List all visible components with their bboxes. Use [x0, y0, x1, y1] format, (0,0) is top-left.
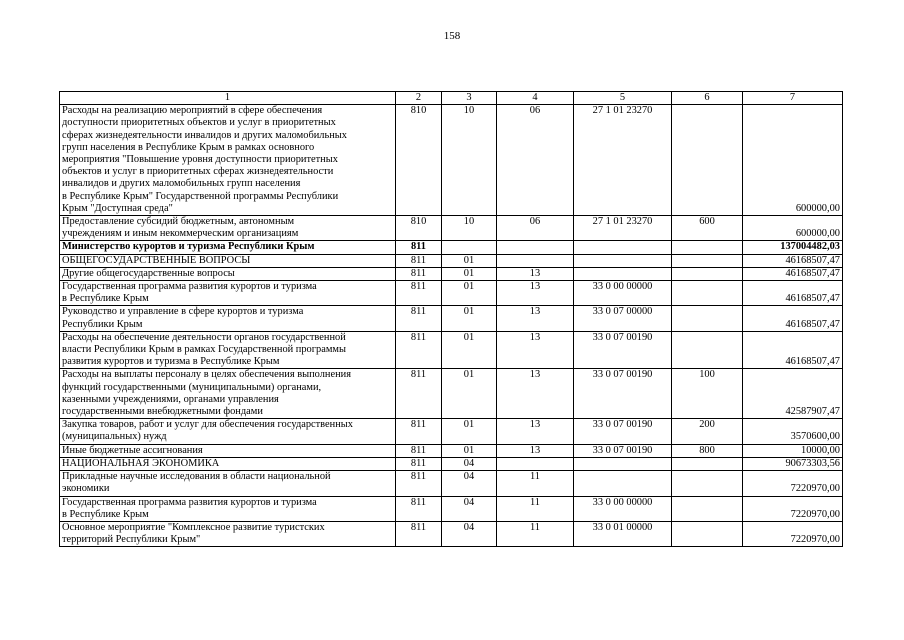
row-subsection-cell: 06 [497, 216, 574, 241]
row-section-cell: 04 [442, 471, 497, 496]
header-row [60, 92, 843, 105]
row-expense-type-cell: 800 [672, 444, 743, 457]
row-expense-type-cell: 600 [672, 216, 743, 241]
row-name-cell: Государственная программа развития курортов и туризма в Республике Крым [60, 496, 396, 521]
row-name-cell: Руководство и управление в сфере курортов и туризма Республики Крым [60, 306, 396, 331]
row-code-cell: 811 [396, 521, 442, 546]
row-expense-type-cell [672, 306, 743, 331]
table-row [60, 369, 843, 419]
row-code-cell: 811 [396, 471, 442, 496]
header-cell: 7 [743, 92, 843, 105]
row-subsection-cell: 13 [497, 444, 574, 457]
table-row [60, 496, 843, 521]
row-target-cell: 33 0 00 00000 [574, 281, 672, 306]
row-amount-cell: 7220970,00 [743, 471, 843, 496]
row-code-cell: 811 [396, 457, 442, 470]
row-name-cell: Прикладные научные исследования в области национальной экономики [60, 471, 396, 496]
row-expense-type-cell [672, 521, 743, 546]
row-expense-type-cell [672, 457, 743, 470]
row-target-cell: 33 0 01 00000 [574, 521, 672, 546]
table-row [60, 419, 843, 444]
row-amount-cell: 46168507,47 [743, 267, 843, 280]
row-expense-type-cell [672, 105, 743, 216]
row-target-cell: 33 0 07 00190 [574, 331, 672, 369]
row-expense-type-cell [672, 331, 743, 369]
row-section-cell: 04 [442, 521, 497, 546]
row-amount-cell: 600000,00 [743, 216, 843, 241]
row-code-cell: 811 [396, 281, 442, 306]
table-row [60, 216, 843, 241]
row-section-cell: 01 [442, 369, 497, 419]
row-expense-type-cell [672, 281, 743, 306]
row-section-cell: 01 [442, 331, 497, 369]
budget-table [59, 91, 843, 547]
row-name-cell: Государственная программа развития курортов и туризма в Республике Крым [60, 281, 396, 306]
row-target-cell [574, 471, 672, 496]
row-code-cell: 810 [396, 105, 442, 216]
table-row [60, 521, 843, 546]
row-section-cell: 04 [442, 457, 497, 470]
row-subsection-cell: 11 [497, 471, 574, 496]
row-target-cell [574, 241, 672, 254]
table-row [60, 105, 843, 216]
row-section-cell: 10 [442, 216, 497, 241]
row-name-cell: Расходы на реализацию мероприятий в сфере обеспечения доступности приоритетных объектов и услуг в приоритетных сферах жизнедеятельности инвалидов и других маломобильных групп населения в Республике Крым в рамках основного мероприятия "Повышение уровня доступности приоритетных объектов и услуг в приоритетных сферах жизнедеятельности инвалидов и других маломобильных групп населения в Республике Крым" Государственной программы Республики Крым "Доступная среда" [60, 105, 396, 216]
table-row [60, 331, 843, 369]
row-expense-type-cell [672, 241, 743, 254]
row-target-cell [574, 457, 672, 470]
row-amount-cell: 7220970,00 [743, 496, 843, 521]
header-cell: 3 [442, 92, 497, 105]
header-cell: 4 [497, 92, 574, 105]
row-target-cell: 33 0 07 00190 [574, 444, 672, 457]
row-name-cell: Закупка товаров, работ и услуг для обеспечения государственных (муниципальных) нужд [60, 419, 396, 444]
row-name-cell: Расходы на выплаты персоналу в целях обеспечения выполнения функций государственными (муниципальными) органами, казенными учреждениями, органами управления государственными внебюджетными фондами [60, 369, 396, 419]
row-name-cell: Предоставление субсидий бюджетным, автономным учреждениям и иным некоммерческим организациям [60, 216, 396, 241]
header-cell: 2 [396, 92, 442, 105]
row-section-cell: 01 [442, 254, 497, 267]
row-subsection-cell: 11 [497, 496, 574, 521]
row-subsection-cell [497, 457, 574, 470]
header-cell: 6 [672, 92, 743, 105]
row-target-cell: 33 0 07 00190 [574, 369, 672, 419]
row-expense-type-cell [672, 254, 743, 267]
row-amount-cell: 3570600,00 [743, 419, 843, 444]
row-name-cell: НАЦИОНАЛЬНАЯ ЭКОНОМИКА [60, 457, 396, 470]
row-section-cell: 01 [442, 419, 497, 444]
row-amount-cell: 137004482,03 [743, 241, 843, 254]
row-expense-type-cell [672, 267, 743, 280]
row-code-cell: 811 [396, 254, 442, 267]
row-subsection-cell: 13 [497, 281, 574, 306]
row-name-cell: ОБЩЕГОСУДАРСТВЕННЫЕ ВОПРОСЫ [60, 254, 396, 267]
row-amount-cell: 42587907,47 [743, 369, 843, 419]
row-amount-cell: 46168507,47 [743, 254, 843, 267]
row-section-cell: 01 [442, 267, 497, 280]
row-code-cell: 811 [396, 444, 442, 457]
row-amount-cell: 46168507,47 [743, 306, 843, 331]
table-row [60, 457, 843, 470]
row-target-cell [574, 254, 672, 267]
row-amount-cell: 90673303,56 [743, 457, 843, 470]
row-amount-cell: 7220970,00 [743, 521, 843, 546]
row-amount-cell: 600000,00 [743, 105, 843, 216]
page-number: 158 [443, 30, 461, 42]
row-code-cell: 811 [396, 306, 442, 331]
row-subsection-cell [497, 254, 574, 267]
table-row [60, 241, 843, 254]
row-expense-type-cell [672, 471, 743, 496]
row-expense-type-cell: 200 [672, 419, 743, 444]
row-name-cell: Другие общегосударственные вопросы [60, 267, 396, 280]
table-row [60, 306, 843, 331]
row-subsection-cell: 06 [497, 105, 574, 216]
table-row [60, 281, 843, 306]
table-row [60, 471, 843, 496]
row-target-cell: 33 0 07 00000 [574, 306, 672, 331]
row-amount-cell: 46168507,47 [743, 281, 843, 306]
row-amount-cell: 10000,00 [743, 444, 843, 457]
row-subsection-cell: 11 [497, 521, 574, 546]
row-target-cell: 33 0 07 00190 [574, 419, 672, 444]
table-row [60, 444, 843, 457]
table-row [60, 267, 843, 280]
row-code-cell: 811 [396, 267, 442, 280]
row-target-cell: 33 0 00 00000 [574, 496, 672, 521]
row-subsection-cell: 13 [497, 369, 574, 419]
row-amount-cell: 46168507,47 [743, 331, 843, 369]
row-code-cell: 811 [396, 369, 442, 419]
header-cell: 1 [60, 92, 396, 105]
row-section-cell: 04 [442, 496, 497, 521]
row-name-cell: Министерство курортов и туризма Республики Крым [60, 241, 396, 254]
row-expense-type-cell: 100 [672, 369, 743, 419]
row-code-cell: 811 [396, 241, 442, 254]
row-section-cell: 01 [442, 306, 497, 331]
row-expense-type-cell [672, 496, 743, 521]
row-section-cell: 01 [442, 281, 497, 306]
header-cell: 5 [574, 92, 672, 105]
row-subsection-cell [497, 241, 574, 254]
row-section-cell: 01 [442, 444, 497, 457]
row-subsection-cell: 13 [497, 267, 574, 280]
row-name-cell: Расходы на обеспечение деятельности органов государственной власти Республики Крым в рамках Государственной программы развития курортов и туризма в Республике Крым [60, 331, 396, 369]
row-subsection-cell: 13 [497, 306, 574, 331]
row-target-cell: 27 1 01 23270 [574, 105, 672, 216]
row-name-cell: Основное мероприятие "Комплексное развитие туристских территорий Республики Крым" [60, 521, 396, 546]
row-code-cell: 811 [396, 331, 442, 369]
row-target-cell [574, 267, 672, 280]
row-subsection-cell: 13 [497, 331, 574, 369]
row-code-cell: 811 [396, 496, 442, 521]
row-subsection-cell: 13 [497, 419, 574, 444]
row-section-cell [442, 241, 497, 254]
row-code-cell: 811 [396, 419, 442, 444]
row-code-cell: 810 [396, 216, 442, 241]
row-name-cell: Иные бюджетные ассигнования [60, 444, 396, 457]
row-target-cell: 27 1 01 23270 [574, 216, 672, 241]
budget-table-body [60, 92, 843, 547]
table-row [60, 254, 843, 267]
row-section-cell: 10 [442, 105, 497, 216]
